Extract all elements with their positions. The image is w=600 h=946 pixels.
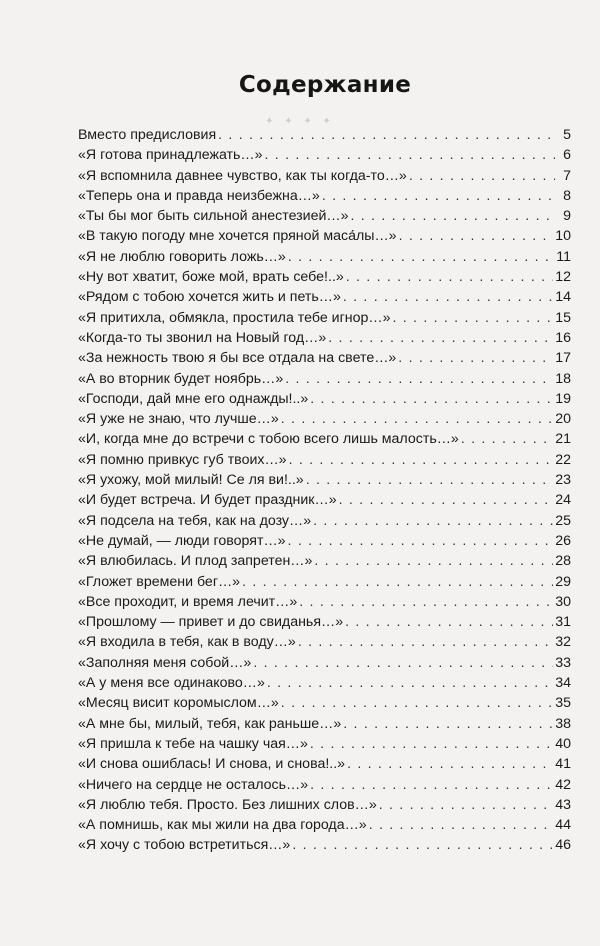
- toc-entry: [78, 145, 571, 165]
- toc-entry-page-number: 22: [555, 451, 571, 468]
- toc-entry-title: «Ну вот хватит, боже мой, врать себе!..»: [78, 269, 344, 286]
- toc-entry-page-number: 30: [555, 593, 571, 610]
- toc-entry-page-number: 19: [555, 390, 571, 407]
- dot-leader: [218, 125, 555, 145]
- toc-entry-page-number: 6: [563, 147, 571, 164]
- dot-leader: [298, 632, 553, 652]
- toc-entry-title: «Я вспомнила давнее чувство, как ты когда-то…»: [78, 167, 407, 184]
- toc-entry-page-number: 43: [555, 796, 571, 813]
- toc-entry: [78, 795, 571, 815]
- dot-leader: [339, 490, 554, 510]
- toc-entry: [78, 775, 571, 795]
- dot-leader: [343, 714, 553, 734]
- toc-entry: [78, 450, 571, 470]
- toc-entry: [78, 734, 571, 754]
- toc-entry-page-number: 41: [555, 756, 571, 773]
- toc-entry: [78, 348, 571, 368]
- dot-leader: [461, 429, 553, 449]
- dot-leader: [314, 551, 553, 571]
- toc-entry-title: «Я готова принадлежать…»: [78, 147, 263, 164]
- toc-entry-title: «Я не люблю говорить ложь…»: [78, 248, 286, 265]
- toc-entry: [78, 247, 571, 267]
- toc-entry: [78, 835, 571, 855]
- dot-leader: [379, 795, 553, 815]
- toc-entry: [78, 429, 571, 449]
- toc-entry-title: «Теперь она и правда неизбежна…»: [78, 187, 320, 204]
- toc-entry-title: «Ничего на сердце не осталось…»: [78, 776, 309, 793]
- toc-entry: [78, 470, 571, 490]
- toc-entry-title: «Не думай, — люди говорят…»: [78, 532, 286, 549]
- toc-entry-page-number: 10: [555, 228, 571, 245]
- toc-entry: [78, 206, 571, 226]
- toc-entry-title: «Я люблю тебя. Просто. Без лишних слов…»: [78, 796, 377, 813]
- dot-leader: [242, 572, 553, 592]
- toc-entry: [78, 693, 571, 713]
- toc-entry-page-number: 32: [555, 634, 571, 651]
- toc-entry-page-number: 31: [555, 614, 571, 631]
- bleed-through-ornament: ✦ ✦ ✦ ✦: [265, 116, 335, 127]
- toc-entry-title: «Прошлому — привет и до свиданья…»: [78, 614, 344, 631]
- dot-leader: [322, 186, 555, 206]
- toc-entry-page-number: 7: [563, 167, 571, 184]
- toc-entry-title: «Я ухожу, мой милый! Се ля ви!..»: [78, 472, 304, 489]
- toc-entry-title: «А у меня все одинаково…»: [78, 675, 265, 692]
- toc-entry-page-number: 35: [555, 695, 571, 712]
- dot-leader: [343, 287, 553, 307]
- toc-entry-title: «А помнишь, как мы жили на два города…»: [78, 817, 367, 834]
- toc-entry: [78, 369, 571, 389]
- toc-entry-title: «Я притихла, обмякла, простила тебе игнор…»: [78, 309, 391, 326]
- dot-leader: [289, 450, 554, 470]
- toc-entry-page-number: 44: [555, 817, 571, 834]
- dot-leader: [306, 470, 554, 490]
- toc-entry-page-number: 28: [555, 553, 571, 570]
- toc-entry: [78, 653, 571, 673]
- toc-entry: [78, 815, 571, 835]
- toc-entry-page-number: 46: [555, 837, 571, 854]
- dot-leader: [281, 693, 553, 713]
- dot-leader: [399, 226, 554, 246]
- toc-entry-title: «Господи, дай мне его однажды!..»: [78, 390, 309, 407]
- toc-entry-title: «И снова ошиблась! И снова, и снова!..»: [78, 756, 346, 773]
- toc-entry-title: «Я влюбилась. И плод запретен…»: [78, 553, 313, 570]
- toc-entry-title: «А мне бы, милый, тебя, как раньше…»: [78, 715, 342, 732]
- toc-entry-title: «Я помню привкус губ твоих…»: [78, 451, 287, 468]
- dot-leader: [310, 734, 553, 754]
- toc-entry-page-number: 23: [555, 472, 571, 489]
- toc-entry-title: «Я хочу с тобою встретиться…»: [78, 837, 291, 854]
- toc-entry-page-number: 21: [555, 431, 571, 448]
- toc-entry: [78, 267, 571, 287]
- toc-entry-title: «И, когда мне до встречи с тобою всего лишь малость…»: [78, 431, 459, 448]
- toc-entry: [78, 612, 571, 632]
- dot-leader: [285, 369, 553, 389]
- toc-entry-title: «Гложет времени бег…»: [78, 573, 241, 590]
- toc-entry-page-number: 16: [555, 329, 571, 346]
- toc-entry-title: «Все проходит, и время лечит…»: [78, 593, 298, 610]
- dot-leader: [288, 531, 554, 551]
- toc-entry: [78, 166, 571, 186]
- toc-entry-page-number: 9: [563, 208, 571, 225]
- toc-entry: [78, 125, 571, 145]
- toc-entry-title: «За нежность твою я бы все отдала на свете…»: [78, 350, 397, 367]
- toc-entry: [78, 592, 571, 612]
- page-title: Содержание: [238, 72, 412, 98]
- toc-entry-title: «Рядом с тобою хочется жить и петь…»: [78, 289, 341, 306]
- toc-entry: [78, 673, 571, 693]
- toc-entry-title: «Я подсела на тебя, как на дозу…»: [78, 512, 312, 529]
- dot-leader: [313, 511, 553, 531]
- toc-entry: [78, 754, 571, 774]
- toc-entry-title: «В такую погоду мне хочется пряной маса́лы…»: [78, 228, 397, 245]
- toc-entry: [78, 226, 571, 246]
- toc-entry: [78, 389, 571, 409]
- toc-entry-title: «Я пришла к тебе на чашку чая…»: [78, 735, 308, 752]
- toc-entry-page-number: 15: [555, 309, 571, 326]
- toc-entry: [78, 551, 571, 571]
- toc-entry-page-number: 33: [555, 654, 571, 671]
- toc-entry-title: «Когда-то ты звонил на Новый год…»: [78, 329, 327, 346]
- toc-entry-page-number: 40: [555, 735, 571, 752]
- toc-entry: [78, 714, 571, 734]
- toc-entry-page-number: 11: [556, 248, 571, 265]
- toc-entry-title: Вместо предисловия: [78, 127, 217, 143]
- dot-leader: [346, 267, 554, 287]
- toc-entry-page-number: 34: [555, 675, 571, 692]
- dot-leader: [253, 653, 553, 673]
- toc-entry-page-number: 26: [555, 532, 571, 549]
- toc-entry: [78, 186, 571, 206]
- toc-entry: [78, 328, 571, 348]
- dot-leader: [345, 612, 553, 632]
- toc-entry: [78, 572, 571, 592]
- table-of-contents: [78, 125, 571, 856]
- dot-leader: [409, 166, 555, 186]
- toc-entry-page-number: 18: [555, 370, 571, 387]
- toc-entry-title: «И будет встреча. И будет праздник…»: [78, 492, 337, 509]
- toc-entry-page-number: 12: [555, 269, 571, 286]
- toc-entry-title: «Я входила в тебя, как в воду…»: [78, 634, 296, 651]
- toc-entry-page-number: 14: [555, 289, 571, 306]
- dot-leader: [392, 308, 553, 328]
- toc-entry-title: «Я уже не знаю, что лучше…»: [78, 411, 279, 428]
- toc-entry-page-number: 20: [555, 411, 571, 428]
- dot-leader: [350, 206, 555, 226]
- dot-leader: [328, 328, 553, 348]
- toc-entry-page-number: 25: [555, 512, 571, 529]
- dot-leader: [310, 389, 553, 409]
- dot-leader: [369, 815, 554, 835]
- toc-entry: [78, 632, 571, 652]
- toc-entry-page-number: 42: [555, 776, 571, 793]
- dot-leader: [265, 145, 555, 165]
- toc-entry: [78, 531, 571, 551]
- dot-leader: [299, 592, 553, 612]
- dot-leader: [347, 754, 553, 774]
- toc-entry-page-number: 24: [555, 492, 571, 509]
- toc-entry-title: «Месяц висит коромыслом…»: [78, 695, 279, 712]
- dot-leader: [288, 247, 554, 267]
- toc-entry-page-number: 17: [555, 350, 571, 367]
- dot-leader: [281, 409, 553, 429]
- toc-entry-page-number: 29: [555, 573, 571, 590]
- toc-entry-title: «Ты бы мог быть сильной анестезией…»: [78, 208, 349, 225]
- toc-entry-title: «Заполняя меня собой…»: [78, 654, 252, 671]
- toc-entry: [78, 287, 571, 307]
- toc-entry-page-number: 5: [563, 127, 571, 143]
- toc-entry-page-number: 38: [555, 715, 571, 732]
- toc-entry-page-number: 8: [563, 187, 571, 204]
- toc-entry: [78, 308, 571, 328]
- dot-leader: [398, 348, 553, 368]
- toc-entry: [78, 409, 571, 429]
- dot-leader: [267, 673, 553, 693]
- toc-entry-title: «А во вторник будет ноябрь…»: [78, 370, 284, 387]
- toc-entry: [78, 490, 571, 510]
- dot-leader: [292, 835, 553, 855]
- dot-leader: [310, 775, 553, 795]
- toc-entry: [78, 511, 571, 531]
